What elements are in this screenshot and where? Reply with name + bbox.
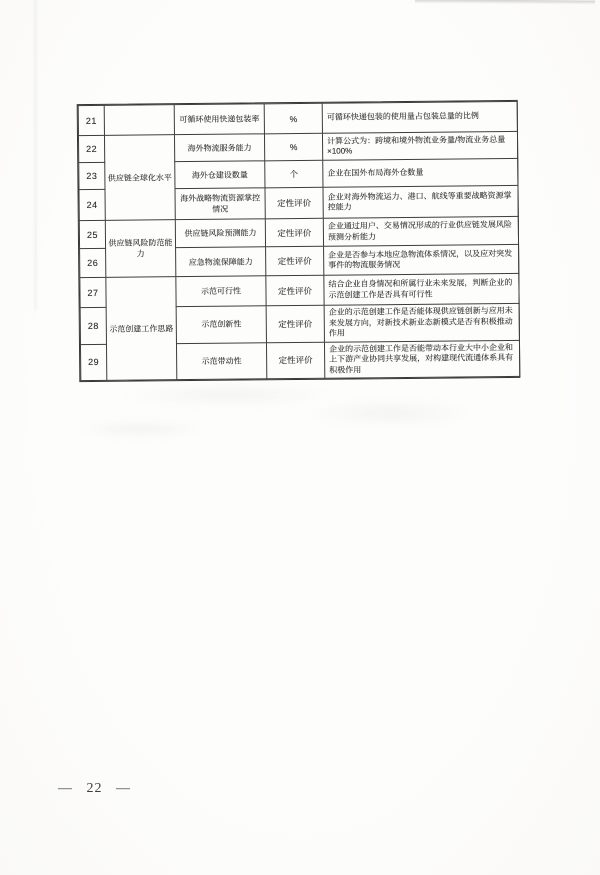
indicator-cell: 海外战略物流资源掌控情况 (175, 188, 265, 220)
indicator-cell: 示范带动性 (176, 342, 266, 379)
indicator-cell: 示范可行性 (176, 276, 266, 307)
unit-cell: 定性评价 (266, 305, 324, 342)
scan-blotch (70, 418, 210, 440)
row-index: 22 (78, 135, 104, 162)
scan-blotch (300, 398, 480, 428)
category-cell-demonstration: 示范创建工作思路 (106, 277, 177, 381)
unit-cell: 定性评价 (266, 275, 324, 306)
description-cell: 企业对海外物流运力、港口、航线等重要战略资源掌控能力 (323, 185, 518, 218)
scan-blotch (120, 382, 340, 408)
description-cell: 企业的示范创建工作是否能体现供应链创新与应用未来发展方向，对新技术新业态新模式是否有积极推动作用 (324, 303, 519, 341)
unit-cell: % (264, 133, 322, 161)
page-number: — 22 — (58, 781, 131, 796)
description-cell: 企业是否参与本地应急物流体系情况，以及应对突发事件的物流服务情况 (324, 244, 519, 275)
description-cell: 企业通过用户、交易情况形成的行业供应链发展风险预测分析能力 (323, 216, 518, 246)
description-cell: 企业的示范创建工作是否能带动本行业大中小企业和上下游产业协同共享发展，对构建现代流通体系具有积极作用 (324, 340, 519, 378)
category-cell-risk-prevention: 供应链风险防范能力 (105, 220, 176, 278)
unit-cell: 定性评价 (265, 218, 323, 247)
unit-cell: 定性评价 (266, 246, 324, 276)
description-cell: 可循环快递包装的使用量占包装总量的比例 (322, 101, 517, 133)
description-cell: 计算公式为：跨境和境外物流业务量/物流业务总量×100% (322, 131, 517, 160)
description-cell: 企业在国外布局海外仓数量 (323, 158, 518, 187)
row-index: 24 (79, 189, 105, 220)
row-index: 27 (80, 277, 106, 307)
indicator-table-grid (78, 101, 521, 381)
indicator-cell: 供应链风险预测能力 (175, 219, 265, 248)
indicator-table (77, 100, 521, 382)
indicator-cell: 可循环使用快递包装率 (174, 104, 264, 135)
indicator-cell: 海外物流服务能力 (174, 134, 264, 162)
unit-cell: 定性评价 (265, 187, 323, 219)
unit-cell: % (264, 103, 322, 134)
row-index: 25 (79, 220, 105, 248)
indicator-cell: 应急物流保障能力 (176, 247, 266, 277)
indicator-cell: 示范创新性 (176, 306, 266, 343)
description-cell: 结合企业自身情况和所属行业未来发展，判断企业的示范创建工作是否具有可行性 (324, 273, 519, 305)
table-row-22 (78, 131, 517, 162)
unit-cell: 定性评价 (266, 342, 324, 379)
row-index: 26 (80, 248, 106, 277)
row-index: 28 (80, 307, 106, 344)
indicator-cell: 海外仓建设数量 (175, 161, 265, 189)
unit-cell: 个 (265, 160, 323, 188)
table-row-25 (79, 216, 518, 248)
category-cell-globalization: 供应链全球化水平 (104, 135, 175, 221)
table-row-21 (78, 101, 517, 135)
category-cell (104, 105, 174, 136)
row-index: 29 (80, 344, 106, 381)
table-row-27 (80, 273, 519, 307)
scan-edge-artifact (415, 0, 595, 5)
scan-streak-artifact (34, 0, 37, 310)
row-index: 21 (78, 105, 104, 135)
row-index: 23 (79, 162, 105, 189)
